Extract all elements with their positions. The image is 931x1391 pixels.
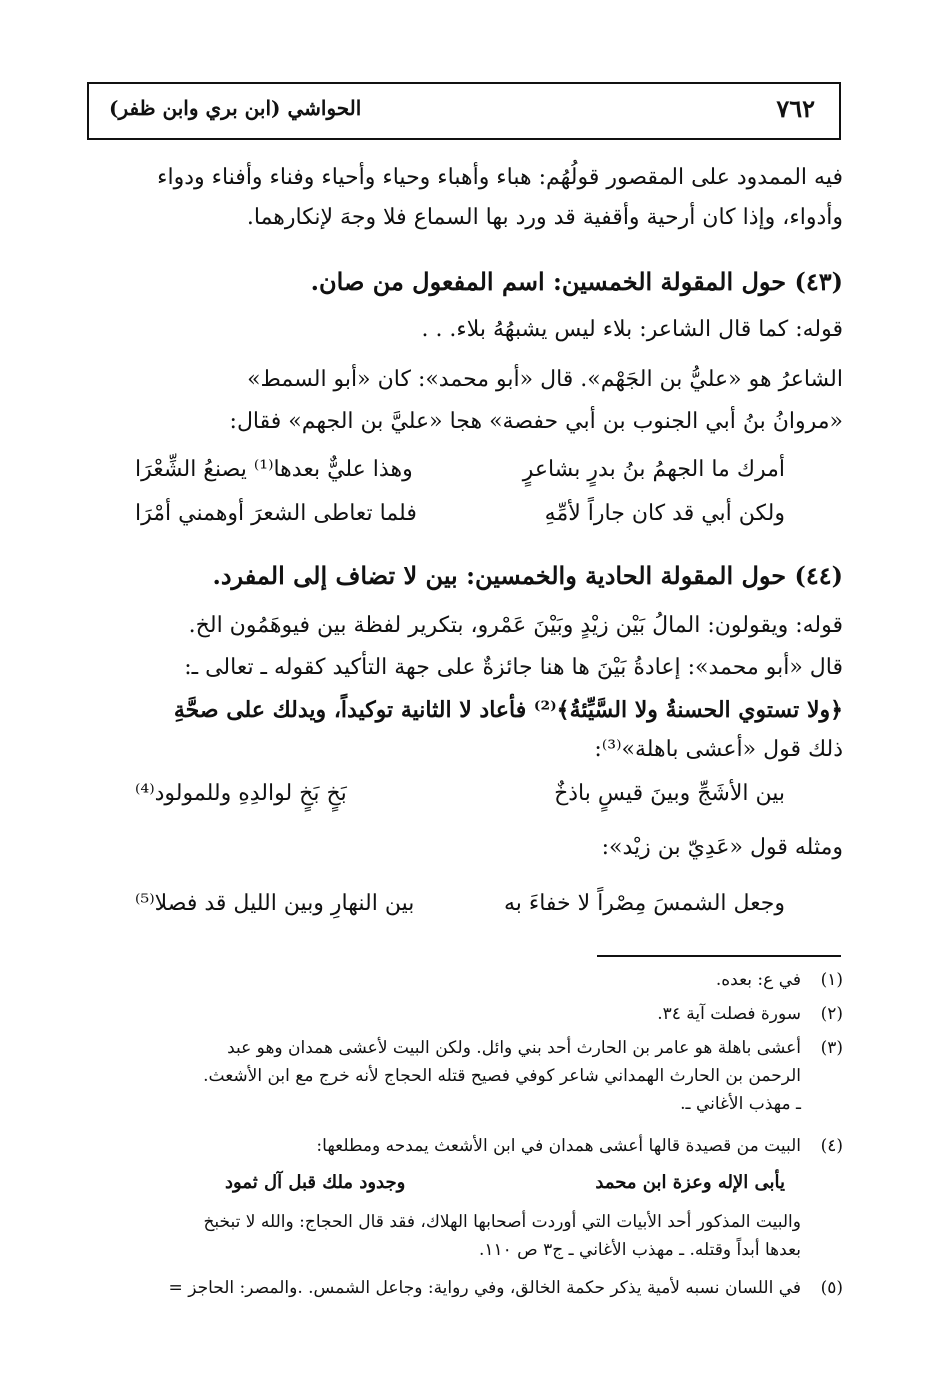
footnote-text-line: بعدها أبداً وقتله. ـ مهذب الأغاني ـ ج٣ ص ١١٠. <box>478 1240 801 1260</box>
section-43-verse-2 <box>135 494 785 534</box>
verse-first-hemistich: أمرك ما الجهمُ بنُ بدرٍ بشاعرٍ <box>522 457 785 482</box>
footnote-text-line: والبيت المذكور أحد الأبيات التي أوردت أصحابها الهلاك، فقد قال الحجاج: والله لا تبخبخ <box>203 1212 801 1232</box>
footnote-text: سورة فصلت آية ٣٤. <box>657 1004 801 1024</box>
section-44-para-line-3: ذلك قول «أعشى باهلة»⁽³⁾: <box>594 737 843 762</box>
section-43-para-line-1: الشاعرُ هو «عليُّ بن الجَهْم». قال «أبو محمد»: كان «أبو السمط» <box>247 367 843 392</box>
footnote-number: (٣) <box>820 1038 843 1058</box>
section-44-para-line-2: ﴿ولا تستوي الحسنةُ ولا السَّيِّئةُ﴾⁽²⁾ فأعاد لا الثانية توكيداً، ويدلك على صحَّةِ <box>173 697 843 723</box>
footnote-text: في اللسان نسبه لأمية يذكر حكمة الخالق، وفي رواية: وجاعل الشمس. .والمصر: الحاجز = <box>168 1278 801 1298</box>
verse-first-hemistich: يأبى الإله وعزة ابن محمد <box>595 1172 785 1193</box>
verse-second-hemistich: وهذا عليٌّ بعدها⁽¹⁾ يصنعُ الشِّعْرَا <box>135 457 413 482</box>
footnote-text-line: ـ مهذب الأغاني ـ. <box>680 1094 801 1114</box>
footnote-text-line: البيت من قصيدة قالها أعشى همدان في ابن الأشعث يمدحه ومطلعها: <box>316 1136 801 1156</box>
footnote-number: (٤) <box>820 1136 843 1156</box>
verse-second-hemistich: فلما تعاطى الشعرَ أوهمني أمْرَا <box>135 501 417 526</box>
section-44-para-line-1: قال «أبو محمد»: إعادةُ بَيْنَ ها هنا جائزةٌ على جهة التأكيد كقوله ـ تعالى ـ: <box>184 655 843 680</box>
section-44-verse-2 <box>135 884 785 924</box>
footnote-3 <box>83 1034 843 1118</box>
footnote-5 <box>83 1274 843 1302</box>
page-header <box>87 82 841 140</box>
verse-first-hemistich: وجعل الشمسَ مِصْراً لا خفاءَ به <box>503 891 785 916</box>
footnote-number: (١) <box>820 970 843 990</box>
footnote-text-line: أعشى باهلة هو عامر بن الحارث أحد بني وائل. ولكن البيت لأعشى همدان وهو عبد <box>227 1038 801 1058</box>
intro-line-2: وأدواء، وإذا كان أرحية وأقفية قد ورد بها السماع فلا وجهَ لإنكارهما. <box>246 205 843 230</box>
footnote-2 <box>83 1000 843 1028</box>
verse-second-hemistich: بَخٍ بَخٍ لوالدِهِ وللمولود⁽⁴⁾ <box>135 781 347 806</box>
verse-second-hemistich: بين النهارِ وبين الليل قد فصلا⁽⁵⁾ <box>135 891 415 916</box>
section-44-verse-1 <box>135 774 785 814</box>
verse-first-hemistich: بين الأشَجِّ وبينَ قيسٍ باذخٌ <box>554 781 785 806</box>
verse-second-hemistich: وجدود ملك قبل آل ثمود <box>225 1172 406 1193</box>
section-43-quote: قوله: كما قال الشاعر: بلاء ليس يشبهُهُ بلاء. . . <box>421 317 843 342</box>
section-43-verse-1 <box>135 450 785 490</box>
page-number: ٧٦٢ <box>776 94 815 123</box>
section-43-para-line-2: «مروانُ بنُ أبي الجنوب بن أبي حفصة» هجا «عليَّ بن الجهم» فقال: <box>229 409 843 434</box>
footnote-number: (٥) <box>820 1278 843 1298</box>
section-43-heading: (٤٣) حول المقولة الخمسين: اسم المفعول من صان. <box>310 267 843 296</box>
footnote-text: في ع: بعده. <box>715 970 801 990</box>
verse-first-hemistich: ولكن أبي قد كان جاراً لأمِّهِ <box>544 501 785 526</box>
footnote-4-continuation <box>83 1208 843 1264</box>
section-44-quote: قوله: ويقولون: المالُ بَيْن زيْدٍ وبَيْنَ عَمْرو، بتكرير لفظة بين فيوهَمُون الخ. <box>188 613 843 638</box>
footnote-1 <box>83 966 843 994</box>
section-44-para-2: ومثله قول «عَدِيّ بن زيْد»: <box>601 835 843 860</box>
footnote-separator <box>597 955 841 957</box>
footnote-4 <box>83 1132 843 1160</box>
intro-line-1: فيه الممدود على المقصور قولُهُم: هباء وأهباء وحياء وأحياء وفناء وأفناء ودواء <box>157 165 843 190</box>
footnote-4-verse <box>225 1168 785 1198</box>
footnote-text-line: الرحمن بن الحارث الهمداني شاعر كوفي فصيح قتله الحجاج لأنه خرج مع ابن الأشعث. <box>203 1066 801 1086</box>
running-title: الحواشي (ابن بري وابن ظفر) <box>109 96 362 120</box>
section-44-heading: (٤٤) حول المقولة الحادية والخمسين: بين لا تضاف إلى المفرد. <box>212 561 843 590</box>
footnote-number: (٢) <box>820 1004 843 1024</box>
